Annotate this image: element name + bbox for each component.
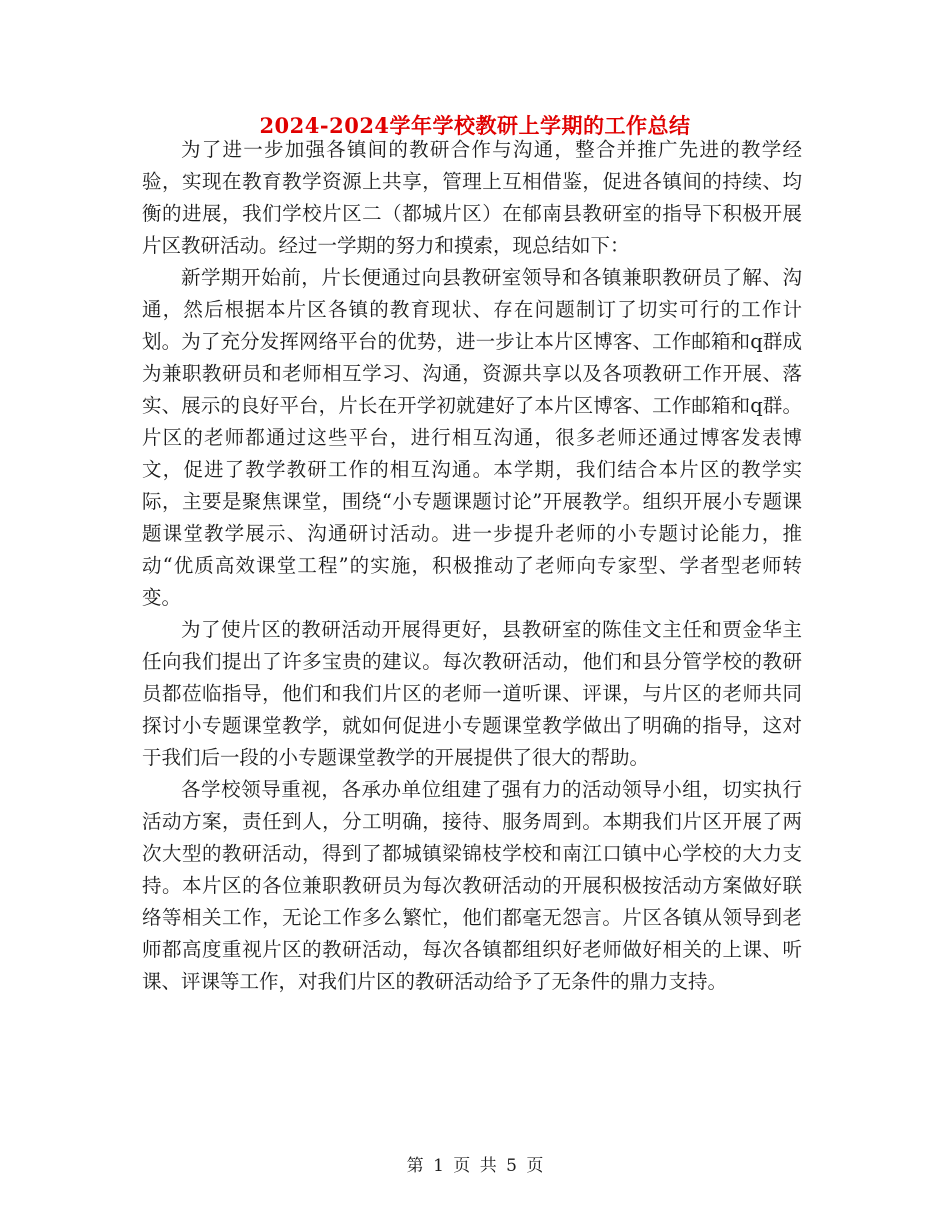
document-body bbox=[142, 134, 802, 998]
paragraph-3: 为了使片区的教研活动开展得更好，县教研室的陈佳文主任和贾金华主任向我们提出了许多宝贵的建议。每次教研活动，他们和县分管学校的教研员都莅临指导，他们和我们片区的老师一道听课、评课，与片区的老师共同探讨小专题课堂教学，就如何促进小专题课堂教学做出了明确的指导，这对于我们后一段的小专题课堂教学的开展提供了很大的帮助。 bbox=[142, 618, 802, 769]
paragraph-2: 新学期开始前，片长便通过向县教研室领导和各镇兼职教研员了解、沟通，然后根据本片区各镇的教育现状、存在问题制订了切实可行的工作计划。为了充分发挥网络平台的优势，进一步让本片区博客、工作邮箱和q群成为兼职教研员和老师相互学习、沟通，资源共享以及各项教研工作开展、落实、展示的良好平台，片长在开学初就建好了本片区博客、工作邮箱和q群。片区的老师都通过这些平台，进行相互沟通，很多老师还通过博客发表博文，促进了教学教研工作的相互沟通。本学期，我们结合本片区的教学实际，主要是聚焦课堂，围绕“小专题课题讨论”开展教学。组织开展小专题课题课堂教学展示、沟通研讨活动。进一步提升老师的小专题讨论能力，推动“优质高效课堂工程”的实施，积极推动了老师向专家型、学者型老师转变。 bbox=[142, 266, 802, 609]
paragraph-1: 为了进一步加强各镇间的教研合作与沟通，整合并推广先进的教学经验，实现在教育教学资源上共享，管理上互相借鉴，促进各镇间的持续、均衡的进展，我们学校片区二（都城片区）在郁南县教研室的指导下积极开展片区教研活动。经过一学期的努力和摸索，现总结如下： bbox=[142, 138, 802, 257]
paragraph-4: 各学校领导重视，各承办单位组建了强有力的活动领导小组，切实执行活动方案，责任到人，分工明确，接待、服务周到。本期我们片区开展了两次大型的教研活动，得到了都城镇梁锦枝学校和南江口镇中心学校的大力支持。本片区的各位兼职教研员为每次教研活动的开展积极按活动方案做好联络等相关工作，无论工作多么繁忙，他们都毫无怨言。片区各镇从领导到老师都高度重视片区的教研活动，每次各镇都组织好老师做好相关的上课、听课、评课等工作，对我们片区的教研活动给予了无条件的鼎力支持。 bbox=[142, 778, 802, 993]
document-title: 2024-2024学年学校教研上学期的工作总结 bbox=[259, 113, 691, 138]
page-number-footer: 第 1 页 共 5 页 bbox=[406, 1156, 544, 1176]
